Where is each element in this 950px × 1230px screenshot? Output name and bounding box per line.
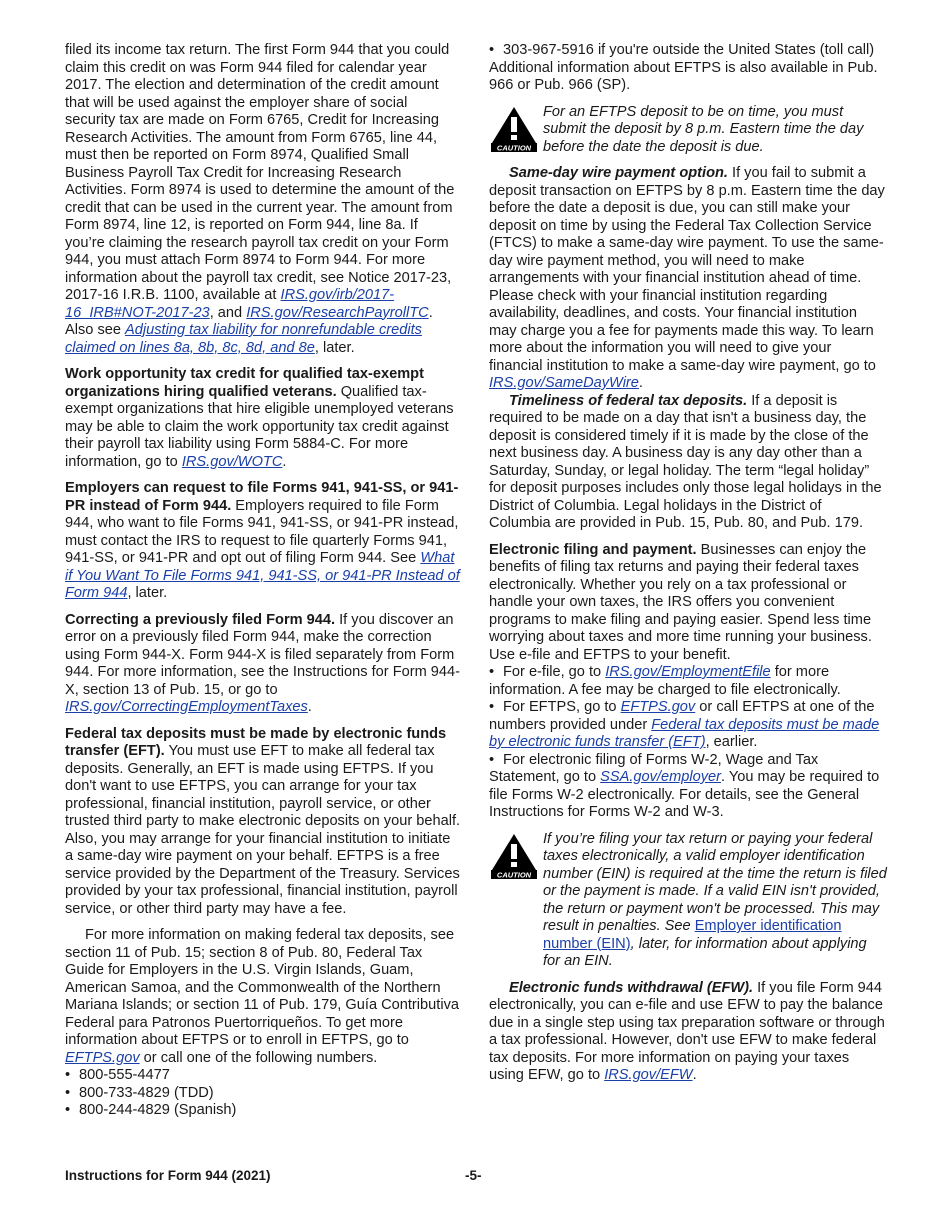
wotc-heading: Work opportunity tax credit for qualified tax-exempt organizations hiring qualified veterans. [65, 366, 424, 400]
efw-link[interactable]: IRS.gov/EFW [604, 1067, 693, 1083]
wotc-paragraph: Work opportunity tax credit for qualified tax-exempt organizations hiring qualified veterans. Qualified tax-exempt organizations that hire eligible unemployed veterans may be able to claim the work opportunity tax credit against their payroll tax liability using Form 5884-C. For more information, go to IRS.gov/WOTC. [65, 366, 454, 470]
phone-list-item: • 303-967-5916 if you're outside the United States (toll call) [489, 42, 887, 60]
caution-label: CAUTION [496, 143, 532, 152]
caution-label: CAUTION [496, 870, 532, 879]
page-footer [65, 1168, 887, 1183]
right-column [489, 42, 887, 1085]
w2-bullet: • For electronic filing of Forms W-2, Wage and Tax Statement, go to SSA.gov/employer. You may be required to file Forms W-2 electronically. For details, see the General Instructions for Forms W-2 and W-3. [489, 752, 887, 822]
left-column [65, 42, 461, 1120]
ein-link[interactable]: Employer identification number (EIN) [543, 918, 842, 952]
timeliness-heading: Timeliness of federal tax deposits. [509, 392, 748, 409]
research-payroll-tc-link[interactable]: IRS.gov/ResearchPayrollTC [246, 304, 429, 321]
eftps-link[interactable]: EFTPS.gov [65, 1049, 140, 1066]
correcting-heading: Correcting a previously filed Form 944. [65, 611, 336, 628]
additional-info-text: Additional information about EFTPS is also available in Pub. 966 or Pub. 966 (SP). [489, 59, 878, 93]
efile-bullet: • For e-file, go to IRS.gov/EmploymentEfile for more information. A fee may be charged to file electronically. [489, 664, 887, 699]
federal-tax-deposits-link[interactable]: Federal tax deposits must be made by electronic funds transfer (EFT) [489, 716, 880, 750]
same-day-wire-link[interactable]: IRS.gov/SameDayWire [489, 375, 639, 391]
more-info-paragraph: For more information on making federal tax deposits, see section 11 of Pub. 15; section 8 of Pub. 80, Federal Tax Guide for Employers in the U.S. Virgin Islands, Guam, American Samoa, and the Commonwealth of the Northern Mariana Islands; or section 11 of Pub. 179, Guía Contributiva Federal para Patronos Puertorriqueños. To get more information about EFTPS or to enroll in EFTPS, go to EFTPS.gov or call one of the following numbers. [65, 927, 459, 1066]
efw-paragraph: Electronic funds withdrawal (EFW). If you file Form 944 electronically, you can e-file and use EFW to pay the balance due in a single step using tax preparation software or through a tax professional. However, don't use EFW to make federal tax deposits. For more information on paying your taxes using EFW, go to IRS.gov/EFW. [489, 979, 885, 1083]
eft-paragraph: Federal tax deposits must be made by electronic funds transfer (EFT). You must use EFT to make all federal tax deposits. Generally, an EFT is made using EFTPS. If you don't want to use EFTPS, you can arrange for your tax professional, financial institution, payroll service, or other trusted third party to make electronic deposits on your behalf. Also, you may arrange for your financial institution to initiate a same-day wire payment on your behalf. EFTPS is a free service provided by the Department of the Treasury. Services provided by your tax professional, financial institution, payroll service, or other third party may have a fee. [65, 725, 461, 917]
correcting-taxes-link[interactable]: IRS.gov/CorrectingEmploymentTaxes [65, 699, 308, 715]
phone-list-item: • 800-244-4829 (Spanish) [65, 1102, 461, 1120]
electronic-filing-heading: Electronic filing and payment. [489, 541, 697, 558]
payroll-credit-paragraph: filed its income tax return. The first Form 944 that you could claim this credit on was Form 944 filed for calendar year 2017. The election and determination of the credit amount that will be used against the employer share of social security tax are made on Form 6765, Credit for Increasing Research Activities. The amount from Form 6765, line 44, must then be reported on Form 8974, Qualified Small Business Payroll Tax Credit for Increasing Research Activities. Form 8974 is used to determine the amount of the credit that can be used in the current year. The amount from Form 8974, line 12, is reported on Form 944, line 8a. If you’re claiming the research payroll tax credit on your Form 944, you must attach Form 8974 to Form 944. For more information about the payroll tax credit, see Notice 2017-23, 2017-16 I.R.B. 1100, available at IRS.gov/irb/2017-16_IRB#NOT-2017-23, and IRS.gov/ResearchPayrollTC. Also see Adjusting tax liability for nonrefundable credits claimed on lines 8a, 8b, 8c, 8d, and 8e, later. [65, 42, 455, 356]
phone-list-item: • 800-555-4477 [65, 1067, 461, 1085]
file-941-instead-link[interactable]: What if You Want To File Forms 941, 941-SS, or 941-PR Instead of Form 944 [65, 550, 460, 601]
footer-title: Instructions for Form 944 (2021) [65, 1168, 271, 1183]
request-941-heading: Employers can request to file Forms 941, 941-SS, or 941-PR instead of Form 944. [65, 480, 459, 514]
correcting-paragraph: Correcting a previously filed Form 944. If you discover an error on a previously filed Form 944, make the correction using Form 944-X. Form 944-X is filed separately from Form 944. For more information, see the Instructions for Form 944-X, section 13 of Pub. 15, or go to IRS.gov/CorrectingEmploymentTaxes. [65, 611, 461, 715]
timeliness-paragraph: Timeliness of federal tax deposits. If a deposit is required to be made on a day that isn't a business day, the deposit is considered timely if it is made by the close of the next business day. A business day is any day other than a Saturday, Sunday, or legal holiday. The term “legal holiday” for deposit purposes includes only those legal holidays in the District of Columbia. Legal holidays in the District of Columbia are provided in Pub. 15, Pub. 80, and Pub. 179. [489, 392, 882, 531]
phone-list-item: • 800-733-4829 (TDD) [65, 1085, 461, 1103]
electronic-filing-paragraph: Electronic filing and payment. Businesses can enjoy the benefits of filing tax returns and paying their federal taxes electronically. Whether you rely on a tax professional or handle your own taxes, the IRS offers you convenient programs to make filing and paying easier. Spend less time worrying about taxes and more time running your business. Use e-file and EFTPS to your benefit. [489, 541, 872, 663]
caution-note: CAUTION For an EFTPS deposit to be on time, you must submit the deposit by 8 p.m. Eastern time the day before the date the deposit is due. [489, 104, 887, 157]
employment-efile-link[interactable]: IRS.gov/EmploymentEfile [605, 664, 771, 680]
wotc-link[interactable]: IRS.gov/WOTC [181, 453, 283, 470]
ssa-employer-link[interactable]: SSA.gov/employer [600, 769, 722, 785]
page-number: -5- [465, 1168, 482, 1183]
eft-heading: Federal tax deposits must be made by electronic funds transfer (EFT). [65, 725, 447, 759]
irb-2017-16-link[interactable]: IRS.gov/irb/2017-16_IRB#NOT-2017-23 [65, 287, 395, 321]
eftps-bullet: • For EFTPS, go to EFTPS.gov or call EFTPS at one of the numbers provided under Federal tax deposits must be made by electronic funds transfer (EFT), earlier. [489, 699, 887, 752]
same-day-wire-paragraph: Same-day wire payment option. If you fail to submit a deposit transaction on EFTPS by 8 p.m. Eastern time the day before the date a deposit is due, you can still make your deposit on time by using the Federal Tax Collection Service (FTCS) to make a same-day wire payment. To use the same-day wire payment method, you will need to make arrangements with your financial institution ahead of time. Please check with your financial institution regarding availability, deadlines, and costs. Your financial institution may charge you a fee for payments made this way. To learn more about the information you will need to give your financial institution to make a same-day wire payment, go to IRS.gov/SameDayWire. [489, 165, 885, 391]
caution-icon [491, 833, 537, 879]
request-941-paragraph: Employers can request to file Forms 941, 941-SS, or 941-PR instead of Form 944. Employers required to file Form 944, who want to file Forms 941, 941-SS, or 941-PR instead, must contact the IRS to request to file quarterly Forms 941, 941-SS, or 941-PR and opt out of filing Form 944. See What if You Want To File Forms 941, 941-SS, or 941-PR Instead of Form 944, later. [65, 480, 460, 601]
eftps-gov-link[interactable]: EFTPS.gov [620, 699, 696, 715]
caution-icon [491, 106, 537, 152]
adjusting-tax-liability-link[interactable]: Adjusting tax liability for nonrefundable credits claimed on lines 8a, 8b, 8c, 8d, and 8e [65, 322, 422, 356]
same-day-wire-heading: Same-day wire payment option. [509, 165, 728, 181]
efw-heading: Electronic funds withdrawal (EFW). [509, 979, 754, 996]
caution-note: CAUTION If you’re filing your tax return or paying your federal taxes electronically, a valid employer identification number (EIN) is required at the time the return is filed or the payment is made. If a valid EIN isn't provided, the return or payment won't be processed. This may result in penalties. See Employer identification number (EIN), later, for information about applying for an EIN. [489, 831, 887, 971]
